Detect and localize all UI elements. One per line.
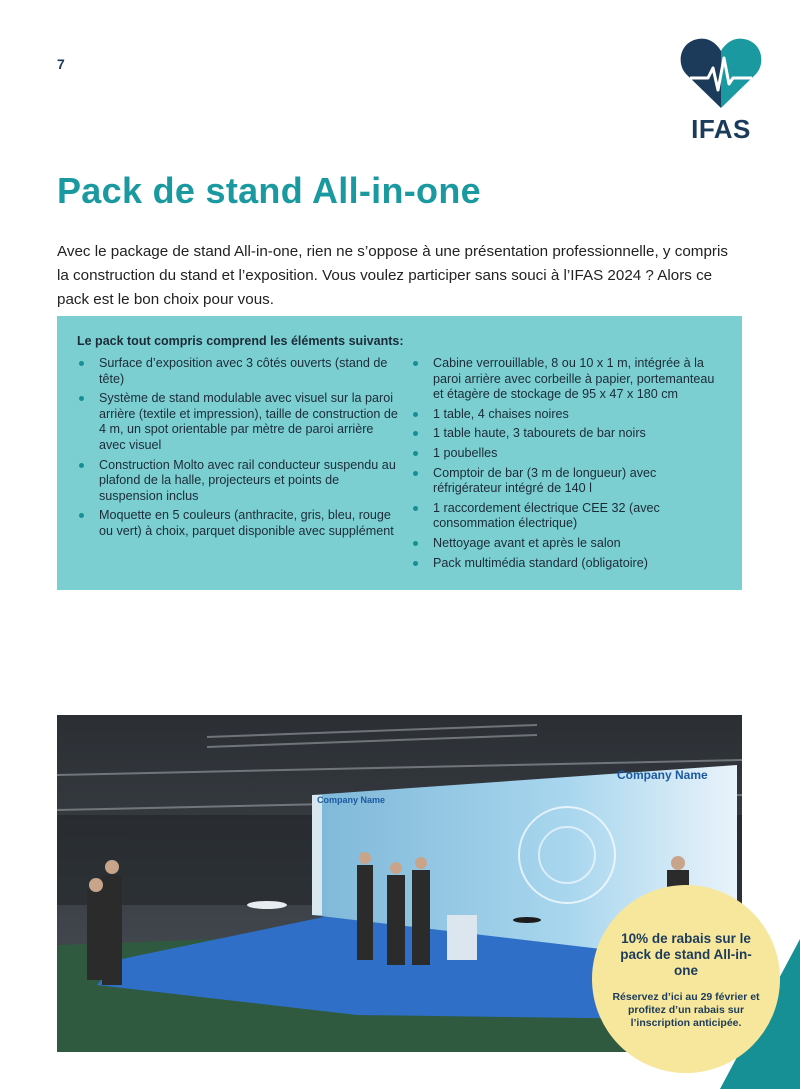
bullet-icon: [413, 451, 418, 456]
list-item: Cabine verrouillable, 8 ou 10 x 1 m, intégrée à la paroi arrière avec corbeille à papier, portemanteau et étagère de stockage de 95 x 47 x 180 cm: [411, 356, 721, 403]
list-item: 1 table, 4 chaises noires: [411, 407, 721, 423]
bullet-icon: [413, 506, 418, 511]
pack-heading: Le pack tout compris comprend les éléments suivants:: [77, 334, 404, 348]
bullet-icon: [413, 412, 418, 417]
list-item: Nettoyage avant et après le salon: [411, 536, 721, 552]
bullet-icon: [413, 471, 418, 476]
heart-pulse-icon: [680, 36, 762, 110]
intro-paragraph: Avec le package de stand All-in-one, rien ne s’oppose à une présentation professionnelle, y compris la construction du stand et l’exposition. Vous voulez participer sans souci à l’IFAS 2024 ? Alors ce pack est le bon choix pour vous.: [57, 243, 728, 308]
list-item: Système de stand modulable avec visuel sur la paroi arrière (textile et impression), taille de construction de 4 m, un spot orientable par mètre de paroi arrière avec visuel: [77, 391, 399, 453]
bullet-icon: [79, 361, 84, 366]
bullet-icon: [413, 541, 418, 546]
bullet-icon: [79, 513, 84, 518]
ifas-logo: [680, 36, 762, 146]
pack-contents-box: [57, 316, 742, 590]
list-item: 1 table haute, 3 tabourets de bar noirs: [411, 426, 721, 442]
list-item: Comptoir de bar (3 m de longueur) avec réfrigérateur intégré de 140 l: [411, 466, 721, 497]
list-item: Pack multimédia standard (obligatoire): [411, 556, 721, 572]
bullet-icon: [413, 431, 418, 436]
list-item: Surface d’exposition avec 3 côtés ouverts (stand de tête): [77, 356, 399, 387]
bullet-icon: [79, 396, 84, 401]
logo-text: IFAS: [691, 114, 751, 144]
bullet-icon: [413, 361, 418, 366]
page-title: Pack de stand All-in-one: [57, 170, 481, 211]
list-item: Moquette en 5 couleurs (anthracite, gris, bleu, rouge ou vert) à choix, parquet disponible avec supplément: [77, 508, 399, 539]
list-item: Construction Molto avec rail conducteur suspendu au plafond de la halle, projecteurs et points de suspension inclus: [77, 458, 399, 505]
page-number: 7: [57, 56, 65, 72]
bullet-icon: [79, 463, 84, 468]
pack-list-left: [77, 356, 399, 575]
discount-badge: [592, 885, 780, 1073]
pack-list-right: [411, 356, 721, 575]
wall-label-left: Company Name: [317, 795, 386, 805]
badge-title: 10% de rabais sur le pack de stand All-in-one: [620, 931, 752, 978]
list-item: 1 poubelles: [411, 446, 721, 462]
badge-text: Réservez d’ici au 29 février et profitez d’un rabais sur l’inscription anticipée.: [612, 991, 760, 1029]
list-item: 1 raccordement électrique CEE 32 (avec consommation électrique): [411, 501, 721, 532]
wall-label-right: Company Name: [617, 768, 708, 782]
bullet-icon: [413, 561, 418, 566]
